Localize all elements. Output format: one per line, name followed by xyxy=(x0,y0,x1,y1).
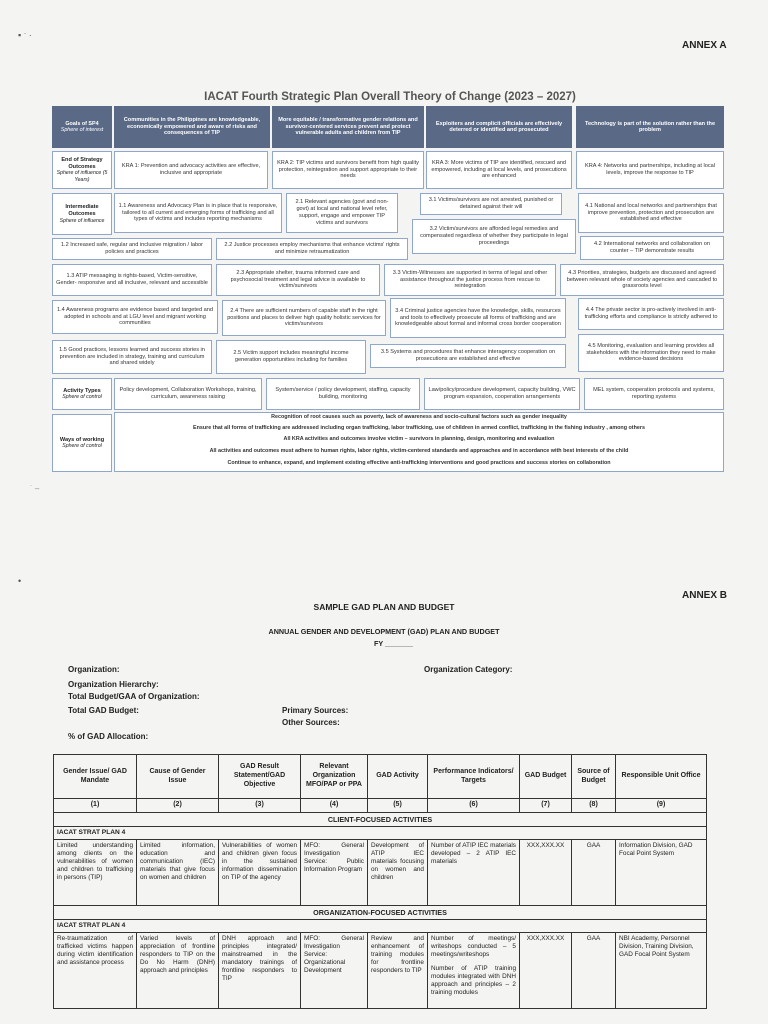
kra-1: KRA 1: Prevention and advocacy activities are effective, inclusive and appropriate xyxy=(114,151,268,189)
eso-label-text: End of Strategy Outcomes xyxy=(61,157,103,170)
goals-label xyxy=(52,106,112,148)
at-label-sub: Sphere of control xyxy=(62,394,102,401)
cell-gender-issue: Limited understanding among clients on the vulnerabilities of women and children to trafficking in persons (TIP) xyxy=(54,839,137,905)
org-category-field: Organization Category: xyxy=(424,665,513,674)
outcome-3-2: 3.2 Victim/survivors are afforded legal remedies and compensated regardless of whether they participate in legal proceedings xyxy=(412,219,576,254)
outcome-2-1: 2.1 Relevant agencies (govt and non-govt) at local and national level refer, support, engage and empower TIP victims and survivors xyxy=(286,193,398,233)
cell-gad-activity: Review and enhancement of training modules for frontline responders to TIP xyxy=(368,933,428,1009)
cell-gad-activity: Development of ATIP IEC materials focusing on women and children xyxy=(368,839,428,905)
io-label-text: Intermediate Outcomes xyxy=(65,204,99,217)
col-header-gad-activity: GAD Activity xyxy=(368,755,428,799)
goal-4: Technology is part of the solution rather than the problem xyxy=(576,106,724,148)
table-header-row xyxy=(54,755,707,799)
strat-plan-label: IACAT STRAT PLAN 4 xyxy=(54,826,707,839)
col-header-indicators: Performance Indicators/ Targets xyxy=(428,755,520,799)
section-row-client xyxy=(54,812,707,826)
activity-4: MEL system, cooperation protocols and systems, reporting systems xyxy=(584,378,724,410)
gad-subtitle: ANNUAL GENDER AND DEVELOPMENT (GAD) PLAN AND BUDGET xyxy=(268,627,500,636)
way-4: All activities and outcomes must adhere to human rights, labor rights, victim-centered standards and approaches and in accordance with best interests of the child xyxy=(209,448,629,454)
outcome-2-3: 2.3 Appropriate shelter, trauma informed care and psychosocial treatment and legal advice is available to victim/survivors xyxy=(216,264,380,296)
outcome-2-4: 2.4 There are sufficient numbers of capable staff in the right positions and places to deliver high quality holistic services for victim/survivors xyxy=(222,300,386,336)
cell-responsible: Information Division, GAD Focal Point System xyxy=(616,839,707,905)
scan-marks-middle: ˙ – xyxy=(30,484,40,493)
cell-cause: Limited information, education and communication (IEC) materials that give focus on women and children xyxy=(137,839,219,905)
cell-gender-issue: Re-traumatization of trafficked victims happen during victim identification and assistance process xyxy=(54,933,137,1009)
intermediate-outcomes-label xyxy=(52,193,112,235)
primary-sources-field: Primary Sources: xyxy=(282,706,349,715)
cell-indicators xyxy=(428,933,520,1009)
goals-label-text: Goals of SP4 xyxy=(65,120,99,127)
kra-4: KRA 4: Networks and partnerships, including at local levels, improve the response to TIP xyxy=(576,151,724,189)
indicator-meetings: Number of meetings/ writeshops conducted – 5 meetings/writeshops xyxy=(431,935,516,959)
ww-label-text: Ways of working xyxy=(59,436,105,443)
ww-label-sub: Sphere of control xyxy=(62,443,102,450)
col-number: (1) xyxy=(54,799,137,813)
col-number: (3) xyxy=(219,799,301,813)
scan-marks-lower: • xyxy=(18,576,22,586)
cell-responsible: NBI Academy, Personnel Division, Training Division, GAD Focal Point System xyxy=(616,933,707,1009)
gad-allocation-field: % of GAD Allocation: xyxy=(68,732,149,741)
outcome-3-5: 3.5 Systems and procedures that enhance interagency cooperation on prosecutions are established and effective xyxy=(370,344,566,368)
activity-2: System/service / policy development, staffing, capacity building, monitoring xyxy=(266,378,420,410)
table-number-row xyxy=(54,799,707,813)
outcome-1-4: 1.4 Awareness programs are evidence based and targeted and adopted in schools and at LGU level and migrant working communities xyxy=(52,300,218,334)
cell-gad-budget: XXX,XXX.XX xyxy=(520,933,572,1009)
section-row-org xyxy=(54,905,707,919)
cell-cause: Varied levels of appreciation of frontline responders to TIP on the Do No Harm (DNH) approach and principles xyxy=(137,933,219,1009)
way-5: Continue to enhance, expand, and implement existing effective anti-trafficking interventions and good practices and success stories on collaboration xyxy=(227,460,611,466)
outcome-1-2: 1.2 Increased safe, regular and inclusive migration / labor policies and practices xyxy=(52,238,212,260)
kra-3: KRA 3: More victims of TIP are identified, rescued and empowered, including at local levels, and prosecutions are enhanced xyxy=(426,151,572,189)
table-row xyxy=(54,839,707,905)
col-header-responsible: Responsible Unit Office xyxy=(616,755,707,799)
outcome-4-5: 4.5 Monitoring, evaluation and learning provides all stakeholders with the information they need to make evidence-based decisions xyxy=(578,334,724,372)
cell-indicators: Number of ATIP IEC materials developed – 2 ATIP IEC materials xyxy=(428,839,520,905)
outcome-1-5: 1.5 Good practices, lessons learned and success stories in prevention are included in strategy, training and curriculum and shared widely xyxy=(52,340,212,374)
at-label-text: Activity Types xyxy=(63,387,101,394)
gad-plan-table xyxy=(53,754,707,1009)
goal-1: Communities in the Philippines are knowledgeable, economically empowered and aware of risks and consequences of TIP xyxy=(114,106,270,148)
outcome-3-1: 3.1 Victims/survivors are not arrested, punished or detained against their will xyxy=(420,193,562,215)
cell-mfo: MFO: General Investigation Service: Public Information Program xyxy=(301,839,368,905)
outcome-1-1: 1.1 Awareness and Advocacy Plan is in place that is responsive, tailored to all current and emerging forms of trafficking and all types of victims and includes reporting mechanisms xyxy=(114,193,282,233)
cell-source: GAA xyxy=(572,839,616,905)
outcome-2-5: 2.5 Victim support includes meaningful income generation opportunities including for families xyxy=(216,340,366,374)
col-number: (8) xyxy=(572,799,616,813)
total-budget-field: Total Budget/GAA of Organization: xyxy=(68,692,200,701)
ways-of-working-label xyxy=(52,414,112,472)
outcome-3-3: 3.3 Victim-Witnesses are supported in terms of legal and other assistance throughout the justice process from rescue to reintegration xyxy=(384,264,556,296)
outcome-4-4: 4.4 The private sector is pro-actively involved in anti-trafficking efforts and compliance is strictly adhered to xyxy=(578,298,724,330)
col-number: (2) xyxy=(137,799,219,813)
section-client-focused: CLIENT-FOCUSED ACTIVITIES xyxy=(54,812,707,826)
annex-a-label: ANNEX A xyxy=(682,40,727,51)
col-number: (4) xyxy=(301,799,368,813)
io-label-sub: Sphere of influence xyxy=(59,217,105,224)
eso-label-sub: Sphere of influence (5 Years) xyxy=(56,170,108,183)
total-gad-budget-field: Total GAD Budget: xyxy=(68,706,139,715)
outcome-1-3: 1.3 ATIP messaging is rights-based, Victim-sensitive, Gender- responsive and all inclusive, relevant and accessible xyxy=(52,264,212,296)
outcome-4-2: 4.2 International networks and collaboration on counter – TIP demonstrate results xyxy=(580,236,724,260)
col-number: (9) xyxy=(616,799,707,813)
outcome-2-2: 2.2 Justice processes employ mechanisms that enhance victims' rights and minimize retraumatization xyxy=(216,238,408,260)
outcome-4-1: 4.1 National and local networks and partnerships that improve prevention, protection and prosecution are established and effective xyxy=(578,193,724,233)
strat-row-2 xyxy=(54,919,707,932)
goal-3: Exploiters and complicit officials are effectively deterred or identified and prosecuted xyxy=(426,106,572,148)
col-header-gender-issue: Gender Issue/ GAD Mandate xyxy=(54,755,137,799)
table-row xyxy=(54,933,707,1009)
col-header-cause: Cause of Gender Issue xyxy=(137,755,219,799)
outcome-4-3: 4.3 Priorities, strategies, budgets are discussed and agreed between relevant whole of society agencies and cascaded to grassroots level xyxy=(560,264,724,296)
kra-2: KRA 2: TIP victims and survivors benefit from high quality protection, reintegration and support appropriate to their needs xyxy=(272,151,424,189)
other-sources-field: Other Sources: xyxy=(282,718,340,727)
cell-source: GAA xyxy=(572,933,616,1009)
cell-result-statement: DNH approach and principles integrated/ mainstreamed in the mandatory trainings of frontline responders to TIP xyxy=(219,933,301,1009)
end-of-strategy-label xyxy=(52,151,112,189)
col-number: (5) xyxy=(368,799,428,813)
col-number: (6) xyxy=(428,799,520,813)
activity-types-label xyxy=(52,378,112,410)
organization-field: Organization: xyxy=(68,665,120,674)
activity-1: Policy development, Collaboration Workshops, training, curriculum, awareness raising xyxy=(114,378,262,410)
cell-gad-budget: XXX,XXX.XX xyxy=(520,839,572,905)
col-header-mfo: Relevant Organization MFO/PAP or PPA xyxy=(301,755,368,799)
col-number: (7) xyxy=(520,799,572,813)
col-header-gad-budget: GAD Budget xyxy=(520,755,572,799)
col-header-source: Source of Budget xyxy=(572,755,616,799)
way-1: Recognition of root causes such as poverty, lack of awareness and socio-cultural factors such as gender inequality xyxy=(271,414,567,420)
cell-result-statement: Vulnerabilities of women and children given focus in the sustained information dissemination on TIP of the agency xyxy=(219,839,301,905)
org-hierarchy-field: Organization Hierarchy: xyxy=(68,680,159,689)
strat-plan-label: IACAT STRAT PLAN 4 xyxy=(54,919,707,932)
cell-mfo: MFO: General Investigation Service: Organizational Development xyxy=(301,933,368,1009)
annex-b-label: ANNEX B xyxy=(682,590,728,601)
scan-marks-top: ▪ ˑ · xyxy=(18,30,32,40)
outcome-3-4: 3.4 Criminal justice agencies have the knowledge, skills, resources and tools to effectively prosecute all forms of trafficking and are knowledgeable about formal and informal cross border cooperation xyxy=(390,298,566,338)
activity-3: Law/policy/procedure development, capacity building, VWC program expansion, cooperation arrangements xyxy=(424,378,580,410)
section-organization-focused: ORGANIZATION-FOCUSED ACTIVITIES xyxy=(54,905,707,919)
gad-title: SAMPLE GAD PLAN AND BUDGET xyxy=(313,602,455,612)
indicator-modules: Number of ATIP training modules integrated with DNH approach and principles – 2 training modules xyxy=(431,965,516,997)
way-3: All KRA activities and outcomes involve victim – survivors in planning, design, monitoring and evaluation xyxy=(283,436,555,442)
strat-row-1 xyxy=(54,826,707,839)
theory-of-change-title: IACAT Fourth Strategic Plan Overall Theory of Change (2023 – 2027) xyxy=(204,91,576,103)
way-2: Ensure that all forms of trafficking are addressed including organ trafficking, labor trafficking, use of children in armed conflict, trafficking in the fishing industry , among others xyxy=(193,425,645,431)
col-header-result-statement: GAD Result Statement/GAD Objective xyxy=(219,755,301,799)
goal-2: More equitable / transformative gender relations and survivor-centered services prevent and protect vulnerable adults and children from TIP xyxy=(272,106,424,148)
goals-label-sub: Sphere of interest xyxy=(60,127,104,133)
gad-fy: FY _______ xyxy=(374,639,414,648)
